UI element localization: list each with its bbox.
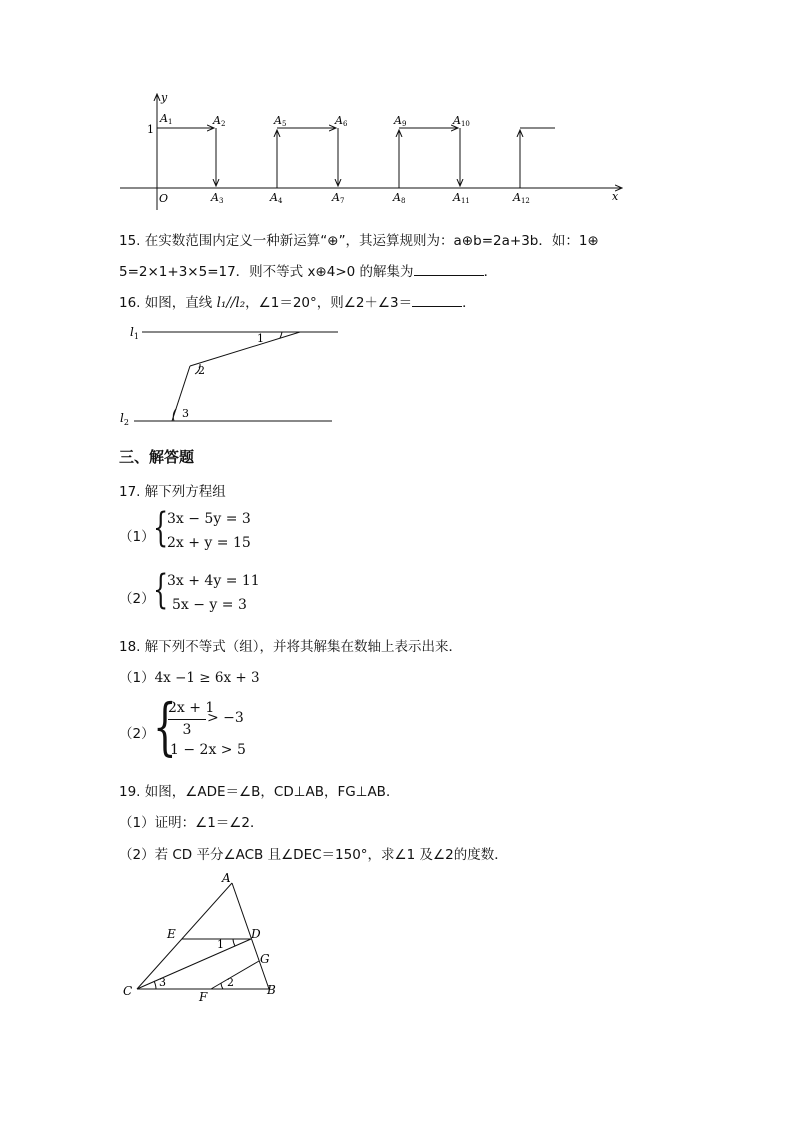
q16-mid: ，∠1＝20°，则∠2＋∠3＝ xyxy=(245,295,413,311)
q17-p1-eq1: 3x − 5y = 3 xyxy=(167,511,251,527)
point-label: A8 xyxy=(393,191,406,205)
point-label: A5 xyxy=(274,114,287,128)
point-F-label: F xyxy=(199,990,208,1004)
angle-1-label: 1 xyxy=(257,332,264,345)
q15-line1: 15. 在实数范围内定义一种新运算“⊕”，其运算规则为：a⊕b=2a+3b．如：1⊕ xyxy=(119,233,599,249)
q19-part2: （2）若 CD 平分∠ACB 且∠DEC＝150°，求∠1 及∠2的度数． xyxy=(119,847,508,863)
tick-one-label: 1 xyxy=(147,123,154,136)
system-brace: { xyxy=(153,567,169,613)
q16-prefix: 16. 如图，直线 xyxy=(119,295,217,311)
q17-part2-label: （2） xyxy=(119,591,155,607)
q18-part1 xyxy=(119,666,260,686)
y-axis-label: y xyxy=(161,91,168,104)
parallel-lines-figure xyxy=(112,316,352,434)
point-label: A9 xyxy=(394,114,407,128)
point-label: A11 xyxy=(453,191,470,205)
q18-title: 18. 解下列不等式（组），并将其解集在数轴上表示出来． xyxy=(119,639,463,655)
step-graph-figure xyxy=(110,88,630,218)
q16-end: ． xyxy=(462,295,476,311)
line-l1-label: $l_1$ xyxy=(130,325,139,341)
answer-blank[interactable] xyxy=(412,294,462,307)
q18-p1-ineq: 4x −1 ≥ 6x + 3 xyxy=(154,670,260,686)
fraction-bar xyxy=(168,719,206,720)
q18-p2-rhs: > −3 xyxy=(207,710,244,726)
q19-title: 19. 如图，∠ADE＝∠B，CD⊥AB，FG⊥AB． xyxy=(119,784,400,800)
angle-3-label: 3 xyxy=(182,407,189,420)
origin-label: O xyxy=(159,192,169,205)
angle-3-label: 3 xyxy=(159,976,166,989)
q15-text: 5=2×1+3×5=17．则不等式 x⊕4>0 的解集为 xyxy=(119,264,414,280)
point-G-label: G xyxy=(260,952,270,966)
section-heading: 三、解答题 xyxy=(119,448,195,466)
point-label: A3 xyxy=(211,191,224,205)
point-label: A4 xyxy=(270,191,283,205)
point-label: A6 xyxy=(335,114,348,128)
point-label: A12 xyxy=(513,191,530,205)
point-label: A7 xyxy=(332,191,345,205)
answer-blank[interactable] xyxy=(414,263,484,276)
q17-part1-label: （1） xyxy=(119,529,155,545)
point-label: A10 xyxy=(453,114,470,128)
point-label: A2 xyxy=(213,114,226,128)
angle-1-label: 1 xyxy=(217,938,224,951)
x-axis-label: x xyxy=(612,190,619,203)
point-E-label: E xyxy=(167,927,176,941)
point-C-label: C xyxy=(123,984,133,998)
point-label: A1 xyxy=(160,112,173,126)
q17-p1-eq2: 2x + y = 15 xyxy=(167,535,251,551)
q16-line xyxy=(119,291,476,311)
q16-lines: l₁//l₂ xyxy=(216,295,246,311)
point-B-label: B xyxy=(267,983,276,997)
q18-part1-label: （1） xyxy=(119,670,155,686)
q17-p2-eq1: 3x + 4y = 11 xyxy=(167,573,260,589)
q18-p2-eq2: 1 − 2x > 5 xyxy=(170,742,246,758)
system-brace: { xyxy=(153,690,177,763)
angle-2-label: 2 xyxy=(198,364,205,377)
q18-fraction-denominator: 3 xyxy=(182,722,192,738)
q18-part2-label: （2） xyxy=(119,726,155,742)
q18-fraction-numerator: 2x + 1 xyxy=(168,700,215,716)
q17-p2-eq2: 5x − y = 3 xyxy=(172,597,247,613)
q15-end: ． xyxy=(483,264,498,280)
line-l2-label: $l_2$ xyxy=(120,411,129,427)
q19-part1: （1）证明：∠1＝∠2． xyxy=(119,815,264,831)
triangle-figure xyxy=(118,870,293,1005)
q17-title: 17. 解下列方程组 xyxy=(119,484,226,500)
point-D-label: D xyxy=(251,927,261,941)
system-brace: { xyxy=(153,505,169,551)
angle-2-label: 2 xyxy=(227,976,234,989)
q15-line2 xyxy=(119,260,497,280)
point-A-label: A xyxy=(222,871,231,885)
